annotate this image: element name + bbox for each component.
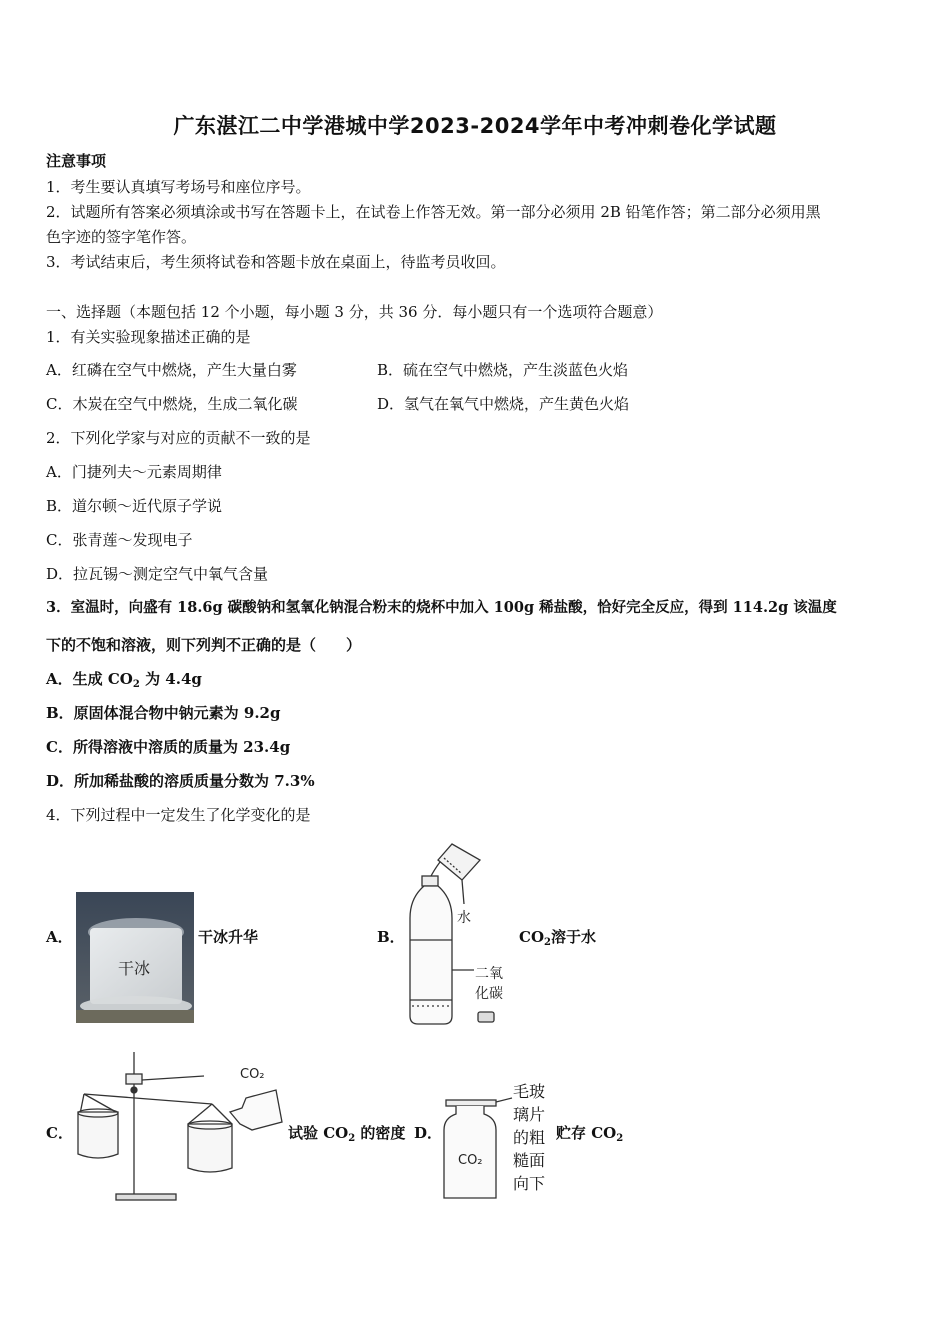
q3-stem-line2: 下的不饱和溶液，则下列判不正确的是（ ） (46, 636, 362, 654)
glass-plate-note (513, 1080, 553, 1195)
notice-item-2: 2．试题所有答案必须填涂或书写在答题卡上，在试卷上作答无效。第一部分必须用 2B 铅笔作答；第二部分必须用黑 (46, 203, 821, 221)
notice-item-1: 1．考生要认真填写考场号和座位序号。 (46, 178, 311, 196)
q4-option-b-caption (519, 927, 596, 947)
co2-label-line2: 化碳 (475, 986, 503, 1002)
notice-item-2-cont: 色字迹的签字笔作答。 (46, 228, 197, 246)
co2-density-diagram (70, 1050, 285, 1205)
q1-option-d: D．氢气在氧气中燃烧，产生黄色火焰 (377, 395, 630, 413)
q4-option-d-caption-sub: 2 (616, 1133, 624, 1144)
q2-stem: 2．下列化学家与对应的贡献不一致的是 (46, 429, 311, 447)
q3-option-a-sub: 2 (132, 679, 140, 690)
q1-option-b: B．硫在空气中燃烧，产生淡蓝色火焰 (377, 361, 629, 379)
co2-label-line1: 二氧 (475, 966, 503, 982)
notice-item-3: 3．考试结束后，考生须将试卷和答题卡放在桌面上，待监考员收回。 (46, 253, 506, 271)
q4-option-b-caption-text: CO (519, 928, 545, 946)
glass-plate-note-line: 的粗 (513, 1128, 546, 1147)
q4-option-a-label: A． (46, 928, 73, 946)
co2-jar-label: CO₂ (458, 1153, 483, 1168)
q4-option-c-caption (288, 1123, 405, 1143)
q4-option-c-caption-text: 试验 CO (288, 1124, 349, 1142)
water-label: 水 (457, 910, 471, 926)
page-title: 广东湛江二中学港城中学2023-2024学年中考冲刺卷化学试题 (173, 114, 777, 138)
dry-ice-label: 干冰 (118, 959, 151, 978)
q3-option-a-text: A．生成 CO (46, 670, 133, 688)
q4-option-d-caption-text: 贮存 CO (556, 1124, 617, 1142)
q4-option-b-caption-sub: 2 (544, 937, 551, 948)
q2-option-d: D．拉瓦锡～测定空气中氧气含量 (46, 565, 269, 583)
q3-option-c: C．所得溶液中溶质的质量为 23.4g (46, 738, 291, 756)
q4-option-d-label: D． (414, 1124, 443, 1142)
q3-option-d: D．所加稀盐酸的溶质质量分数为 7.3% (46, 772, 315, 790)
q4-option-b-label: B． (377, 928, 405, 946)
co2-bottle-diagram (400, 840, 515, 1030)
q1-stem: 1．有关实验现象描述正确的是 (46, 328, 251, 346)
q3-option-a-value: 为 4.4g (139, 670, 202, 688)
q2-option-b: B．道尔顿～近代原子学说 (46, 497, 223, 515)
q4-option-c-caption-post: 的密度 (355, 1124, 406, 1142)
q4-option-c-label: C． (46, 1124, 73, 1142)
q3-option-a (46, 669, 202, 689)
glass-plate-note-line: 毛玻 (513, 1082, 546, 1101)
q2-option-a: A．门捷列夫～元素周期律 (46, 463, 222, 481)
notice-heading: 注意事项 (46, 152, 107, 170)
q4-option-c-caption-sub: 2 (348, 1133, 356, 1144)
glass-plate-note-line: 向下 (513, 1174, 546, 1193)
q4-option-b-caption-post: 溶于水 (550, 928, 596, 946)
q3-stem-line1: 3．室温时，向盛有 18.6g 碳酸钠和氢氧化钠混合粉末的烧杯中加入 100g 稀盐酸，恰好完全反应，得到 114.2g 该温度 (46, 599, 837, 616)
glass-plate-note-line: 璃片 (513, 1105, 546, 1124)
q1-option-c: C．木炭在空气中燃烧，生成二氧化碳 (46, 395, 298, 413)
q1-option-a: A．红磷在空气中燃烧，产生大量白雾 (46, 361, 297, 379)
co2-bottle-label: CO₂ (240, 1067, 265, 1082)
q4-stem: 4．下列过程中一定发生了化学变化的是 (46, 806, 311, 824)
q2-option-c: C．张青莲～发现电子 (46, 531, 193, 549)
dry-ice-photo (76, 892, 194, 1023)
q4-option-d-caption (556, 1123, 623, 1143)
section-heading: 一、选择题（本题包括 12 个小题，每小题 3 分，共 36 分．每小题只有一个选项符合题意） (46, 303, 663, 321)
glass-plate-note-line: 糙面 (513, 1151, 546, 1170)
q3-option-b: B．原固体混合物中钠元素为 9.2g (46, 704, 281, 722)
q4-option-a-caption: 干冰升华 (198, 928, 259, 946)
